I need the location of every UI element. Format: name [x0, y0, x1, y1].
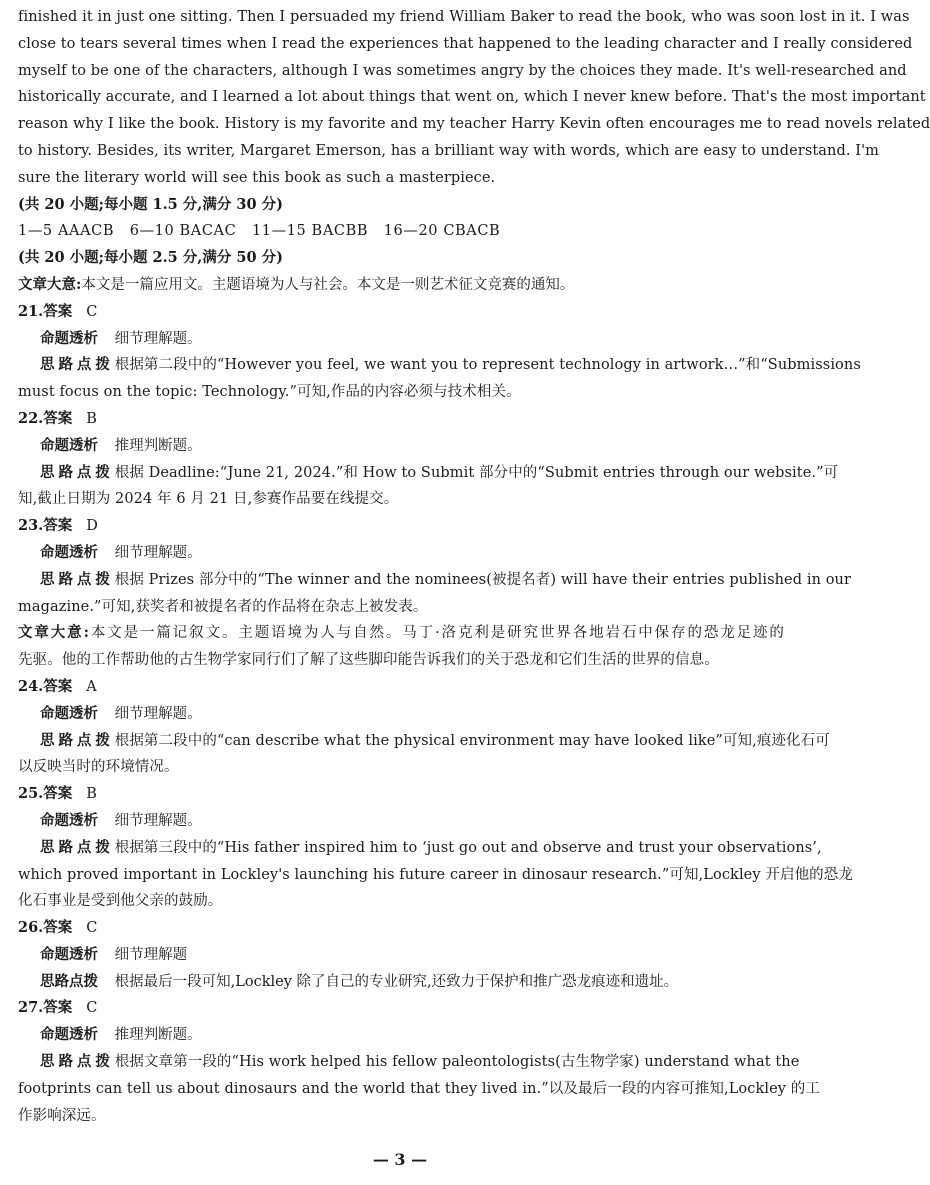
- summary-label: 文章大意:: [18, 275, 82, 293]
- hint-label: 思路点拨: [40, 972, 98, 990]
- hint-label: 思路点拨: [40, 838, 110, 856]
- essay-line: close to tears several times when I read the experiences that happened to the leading character and I really considered: [18, 35, 913, 52]
- analysis-label: 命题透析: [40, 945, 98, 963]
- essay-line: to history. Besides, its writer, Margaret Emerson, has a brilliant way with words, which are easy to understand. I'm: [18, 142, 880, 159]
- hint-label: 思路点拨: [40, 570, 110, 588]
- answer-label: 答案: [43, 999, 73, 1017]
- analysis-label: 命题透析: [40, 329, 98, 347]
- question-number: 22.: [18, 409, 44, 427]
- analysis-text: 细节理解题。: [114, 330, 202, 347]
- hint-text: 根据文章第一段的“His work helped his fellow paleontologists(古生物学家) understand what the: [114, 1054, 800, 1071]
- summary-text: 本文是一篇应用文。主题语境为人与社会。本文是一则艺术征文竞赛的通知。: [81, 276, 575, 293]
- answer-key-page: [18, 4, 930, 1129]
- essay-line: finished it in just one sitting. Then I persuaded my friend William Baker to read the book, who was soon lost in it. I was: [18, 9, 910, 25]
- hint-text: 知,截止日期为 2024 年 6 月 21 日,参赛作品要在线提交。: [18, 491, 399, 508]
- essay-line: historically accurate, and I learned a lot about things that went on, which I never knew before. That's the most important: [18, 89, 926, 106]
- analysis-label: 命题透析: [40, 436, 98, 454]
- answer-label: 答案: [43, 409, 73, 427]
- hint-text: 化石事业是受到他父亲的鼓励。: [18, 893, 223, 910]
- section2-header: (共 20 小题;每小题 2.5 分,满分 50 分): [18, 249, 283, 267]
- summary-text: 先驱。他的工作帮助他的古生物学家同行们了解了这些脚印能告诉我们的关于恐龙和它们生活的世界的信息。: [18, 652, 719, 669]
- hint-text: 根据最后一段可知,Lockley 除了自己的专业研究,还致力于保护和推广恐龙痕迹和遗址。: [114, 973, 679, 990]
- summary-b: [18, 620, 784, 674]
- analysis-text: 推理判断题。: [114, 1027, 202, 1044]
- hint-label: 思路点拨: [40, 1053, 110, 1071]
- question-24: [18, 674, 830, 781]
- answer-value: B: [86, 410, 97, 427]
- answer-label: 答案: [43, 517, 73, 535]
- question-23: [18, 513, 852, 620]
- hint-text: 作影响深远。: [18, 1107, 106, 1124]
- analysis-text: 推理判断题。: [114, 437, 202, 454]
- summary-a: [18, 272, 784, 299]
- question-number: 23.: [18, 517, 44, 535]
- answer-value: C: [86, 1000, 98, 1017]
- analysis-text: 细节理解题: [114, 946, 188, 963]
- hint-text: 根据第三段中的“His father inspired him to ‘just go out and observe and trust your observations’,: [114, 839, 822, 856]
- essay-line: reason why I like the book. History is my favorite and my teacher Harry Kevin often encourages me to read novels related: [18, 116, 930, 133]
- hint-text: must focus on the topic: Technology.”可知,作品的内容必须与技术相关。: [18, 384, 521, 401]
- question-number: 24.: [18, 677, 44, 695]
- section1-header: (共 20 小题;每小题 1.5 分,满分 30 分): [18, 195, 283, 213]
- hint-text: 根据第二段中的“can describe what the physical environment may have looked like”可知,痕迹化石可: [114, 732, 830, 749]
- answer-label: 答案: [43, 677, 73, 695]
- analysis-label: 命题透析: [40, 543, 98, 561]
- answer-label: 答案: [43, 302, 73, 320]
- essay-line: sure the literary world will see this book as such a masterpiece.: [18, 169, 496, 186]
- answer-value: A: [86, 678, 97, 695]
- hint-label: 思路点拨: [40, 463, 110, 481]
- hint-text: 以反映当时的环境情况。: [18, 759, 179, 776]
- analysis-label: 命题透析: [40, 811, 98, 829]
- analysis-label: 命题透析: [40, 1026, 98, 1044]
- analysis-label: 命题透析: [40, 704, 98, 722]
- question-number: 27.: [18, 999, 44, 1017]
- question-number: 21.: [18, 302, 44, 320]
- answer-value: C: [86, 303, 98, 320]
- question-25: [18, 781, 853, 915]
- hint-label: 思路点拨: [40, 731, 110, 749]
- hint-text: footprints can tell us about dinosaurs and the world that they lived in.”以及最后一段的内容可推知,Lockley 的工: [18, 1080, 820, 1097]
- essay-line: myself to be one of the characters, although I was sometimes angry by the choices they made. It's well-researched and: [18, 62, 907, 79]
- hint-text: 根据 Deadline:“June 21, 2024.”和 How to Submit 部分中的“Submit entries through our website.”可: [114, 464, 839, 481]
- hint-label: 思路点拨: [40, 356, 110, 374]
- question-21: [18, 299, 861, 406]
- answer-value: D: [86, 518, 98, 535]
- essay-excerpt: [18, 4, 930, 192]
- question-number: 26.: [18, 919, 44, 937]
- question-22: [18, 406, 839, 513]
- hint-text: 根据 Prizes 部分中的“The winner and the nominees(被提名者) will have their entries published in our: [114, 571, 852, 588]
- answer-label: 答案: [43, 785, 73, 803]
- hint-text: magazine.”可知,获奖者和被提名者的作品将在杂志上被发表。: [18, 598, 428, 615]
- page-number: — 3 —: [372, 1150, 428, 1169]
- analysis-text: 细节理解题。: [114, 705, 202, 722]
- summary-text: 本文是一篇记叙文。主题语境为人与自然。马丁·洛克利是研究世界各地岩石中保存的恐龙足迹的: [89, 625, 785, 642]
- answer-value: B: [86, 786, 97, 803]
- summary-label: 文章大意:: [18, 624, 90, 642]
- section1-answers: 1—5 AAACB 6—10 BACAC 11—15 BACBB 16—20 CBACB: [18, 223, 501, 240]
- analysis-text: 细节理解题。: [114, 544, 202, 561]
- analysis-text: 细节理解题。: [114, 812, 202, 829]
- hint-text: which proved important in Lockley's launching his future career in dinosaur research.”可知,Lockley 开启他的恐龙: [18, 866, 853, 883]
- hint-text: 根据第二段中的“However you feel, we want you to represent technology in artwork…”和“Submissions: [114, 357, 861, 374]
- question-number: 25.: [18, 785, 44, 803]
- question-27: [18, 995, 820, 1129]
- answer-value: C: [86, 920, 98, 937]
- question-26: [18, 915, 784, 995]
- answer-label: 答案: [43, 919, 73, 937]
